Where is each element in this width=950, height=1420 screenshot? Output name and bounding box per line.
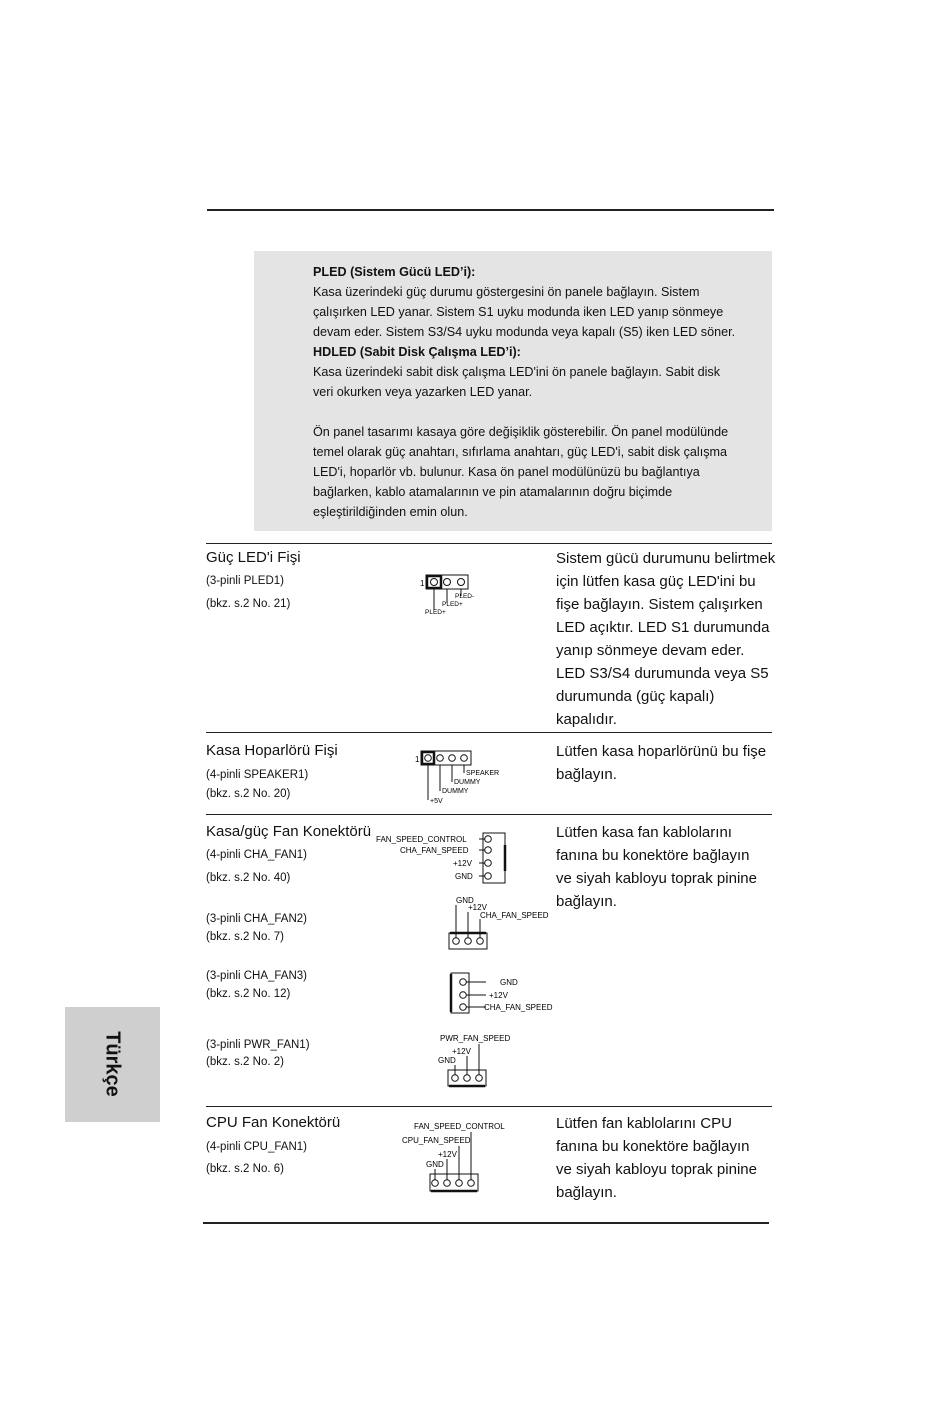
pin-label: +12V bbox=[489, 991, 508, 1000]
pin-label: +12V bbox=[468, 903, 487, 912]
desc-line: için lütfen kasa güç LED'ini bu bbox=[556, 573, 756, 590]
panel-line: Ön panel tasarımı kasaya göre değişiklik gösterebilir. Ön panel modülünde bbox=[313, 425, 729, 439]
pin-label: +5V bbox=[430, 798, 443, 805]
cpu-fan-title: CPU Fan Konektörü bbox=[206, 1114, 341, 1131]
pin-label: CPU_FAN_SPEED bbox=[402, 1136, 471, 1145]
pin-label: +12V bbox=[453, 859, 472, 868]
desc-line: fişe bağlayın. Sistem çalışırken bbox=[556, 596, 763, 613]
section-rule bbox=[206, 814, 772, 815]
cha-fan2-pins: (3-pinli CHA_FAN2) bbox=[206, 913, 307, 925]
pin-label: CHA_FAN_SPEED bbox=[400, 846, 469, 855]
section-rule bbox=[206, 543, 772, 544]
panel-line: bağlarken, kablo atamalarının ve pin atamalarının doğru biçimde bbox=[313, 485, 673, 499]
note-box bbox=[254, 251, 772, 531]
pin-label: GND bbox=[438, 1056, 456, 1065]
desc-line: durumunda (güç kapalı) bbox=[556, 688, 715, 705]
cha-fan1-diagram bbox=[376, 830, 511, 886]
pin-label: PLED+ bbox=[442, 601, 463, 608]
pled-line: çalışırken LED yanar. Sistem S1 uyku modunda iken LED yanıp sönmeye bbox=[313, 305, 724, 319]
power-led-title: Güç LED'i Fişi bbox=[206, 549, 301, 566]
pin-label: FAN_SPEED_CONTROL bbox=[376, 835, 467, 844]
cpu-fan-diagram bbox=[400, 1118, 510, 1198]
pin1-label: 1 bbox=[415, 755, 420, 764]
cha-fan1-ref: (bkz. s.2 No. 40) bbox=[206, 872, 291, 884]
desc-line: fanına bu konektöre bağlayın bbox=[556, 1138, 750, 1155]
cha-fan1-pins: (4-pinli CHA_FAN1) bbox=[206, 849, 307, 861]
cha-fan3-diagram bbox=[446, 970, 561, 1020]
desc-line: Lütfen fan kablolarını CPU bbox=[556, 1115, 732, 1132]
pin-label: DUMMY bbox=[442, 788, 469, 795]
desc-line: Sistem gücü durumunu belirtmek bbox=[556, 550, 776, 567]
pin-label: +12V bbox=[452, 1047, 471, 1056]
speaker-description bbox=[556, 740, 776, 786]
cpu-fan-ref: (bkz. s.2 No. 6) bbox=[206, 1163, 284, 1175]
pin-label: GND bbox=[455, 872, 473, 881]
desc-line: kapalıdır. bbox=[556, 711, 617, 728]
section-rule bbox=[206, 732, 772, 733]
desc-line: ve siyah kabloyu toprak pinine bbox=[556, 1161, 757, 1178]
panel-line: eşleştirildiğinden emin olun. bbox=[313, 505, 468, 519]
pin-label: PLED+ bbox=[425, 609, 446, 616]
speaker-pins: (4-pinli SPEAKER1) bbox=[206, 769, 309, 781]
pin-label: CHA_FAN_SPEED bbox=[480, 911, 549, 920]
cha-fan2-diagram bbox=[446, 893, 556, 953]
pin-label: GND bbox=[500, 978, 518, 987]
desc-line: yanıp sönmeye devam eder. bbox=[556, 642, 745, 659]
speaker-header-diagram bbox=[412, 745, 507, 807]
desc-line: ve siyah kabloyu toprak pinine bbox=[556, 870, 757, 887]
desc-line: fanına bu konektöre bağlayın bbox=[556, 847, 750, 864]
desc-line: bağlayın. bbox=[556, 766, 617, 783]
cha-fan3-pins: (3-pinli CHA_FAN3) bbox=[206, 970, 307, 982]
pin1-label: 1 bbox=[420, 579, 425, 588]
panel-line: temel olarak güç anahtarı, sıfırlama anahtarı, güç LED'i, sabit disk çalışma bbox=[313, 445, 727, 459]
desc-line: Lütfen kasa hoparlörünü bu fişe bbox=[556, 743, 767, 760]
pin-label: FAN_SPEED_CONTROL bbox=[414, 1122, 505, 1131]
pled-line: devam eder. Sistem S3/S4 uyku modunda veya kapalı (S5) iken LED söner. bbox=[313, 325, 736, 339]
desc-line: bağlayın. bbox=[556, 1184, 617, 1201]
pled-header-diagram bbox=[415, 570, 485, 620]
panel-line: LED'i, hoparlör vb. bulunur. Kasa ön panel modülünüzü bu bağlantıya bbox=[313, 465, 700, 479]
pwr-fan1-diagram bbox=[436, 1030, 526, 1090]
pwr-fan1-ref: (bkz. s.2 No. 2) bbox=[206, 1056, 284, 1068]
desc-line: bağlayın. bbox=[556, 893, 617, 910]
top-rule bbox=[207, 209, 774, 211]
cpu-fan-pins: (4-pinli CPU_FAN1) bbox=[206, 1141, 307, 1153]
pin-label: GND bbox=[456, 896, 474, 905]
pwr-fan1-pins: (3-pinli PWR_FAN1) bbox=[206, 1039, 310, 1051]
pin-label: PLED- bbox=[455, 593, 475, 600]
cha-fan3-ref: (bkz. s.2 No. 12) bbox=[206, 988, 291, 1000]
hdled-line: veri okurken veya yazarken LED yanar. bbox=[313, 385, 533, 399]
pin-label: +12V bbox=[438, 1150, 457, 1159]
cpu-fan-description bbox=[556, 1112, 776, 1204]
cha-fan2-ref: (bkz. s.2 No. 7) bbox=[206, 931, 284, 943]
pin-label: DUMMY bbox=[454, 779, 481, 786]
chassis-fan-title: Kasa/güç Fan Konektörü bbox=[206, 823, 372, 840]
desc-line: LED açıktır. LED S1 durumunda bbox=[556, 619, 770, 636]
speaker-ref: (bkz. s.2 No. 20) bbox=[206, 788, 291, 800]
power-led-pins: (3-pinli PLED1) bbox=[206, 575, 284, 587]
section-rule bbox=[206, 1106, 772, 1107]
hdled-title: HDLED (Sabit Disk Çalışma LED’i): bbox=[313, 345, 521, 359]
pin-label: PWR_FAN_SPEED bbox=[440, 1034, 511, 1043]
power-led-description bbox=[556, 547, 776, 731]
speaker-title: Kasa Hoparlörü Fişi bbox=[206, 742, 338, 759]
power-led-ref: (bkz. s.2 No. 21) bbox=[206, 598, 291, 610]
language-tab bbox=[65, 1007, 160, 1122]
pin-label: GND bbox=[426, 1160, 444, 1169]
pin-label: SPEAKER bbox=[466, 770, 500, 777]
bottom-rule bbox=[203, 1222, 769, 1224]
language-tab-label: Türkçe bbox=[101, 1031, 124, 1097]
pled-line: Kasa üzerindeki güç durumu göstergesini ön panele bağlayın. Sistem bbox=[313, 285, 700, 299]
pled-title: PLED (Sistem Gücü LED’i): bbox=[313, 265, 476, 279]
desc-line: LED S3/S4 durumunda veya S5 bbox=[556, 665, 769, 682]
hdled-line: Kasa üzerindeki sabit disk çalışma LED'ini ön panele bağlayın. Sabit disk bbox=[313, 365, 721, 379]
chassis-fan-description bbox=[556, 821, 776, 913]
pin-label: CHA_FAN_SPEED bbox=[484, 1003, 553, 1012]
desc-line: Lütfen kasa fan kablolarını bbox=[556, 824, 732, 841]
